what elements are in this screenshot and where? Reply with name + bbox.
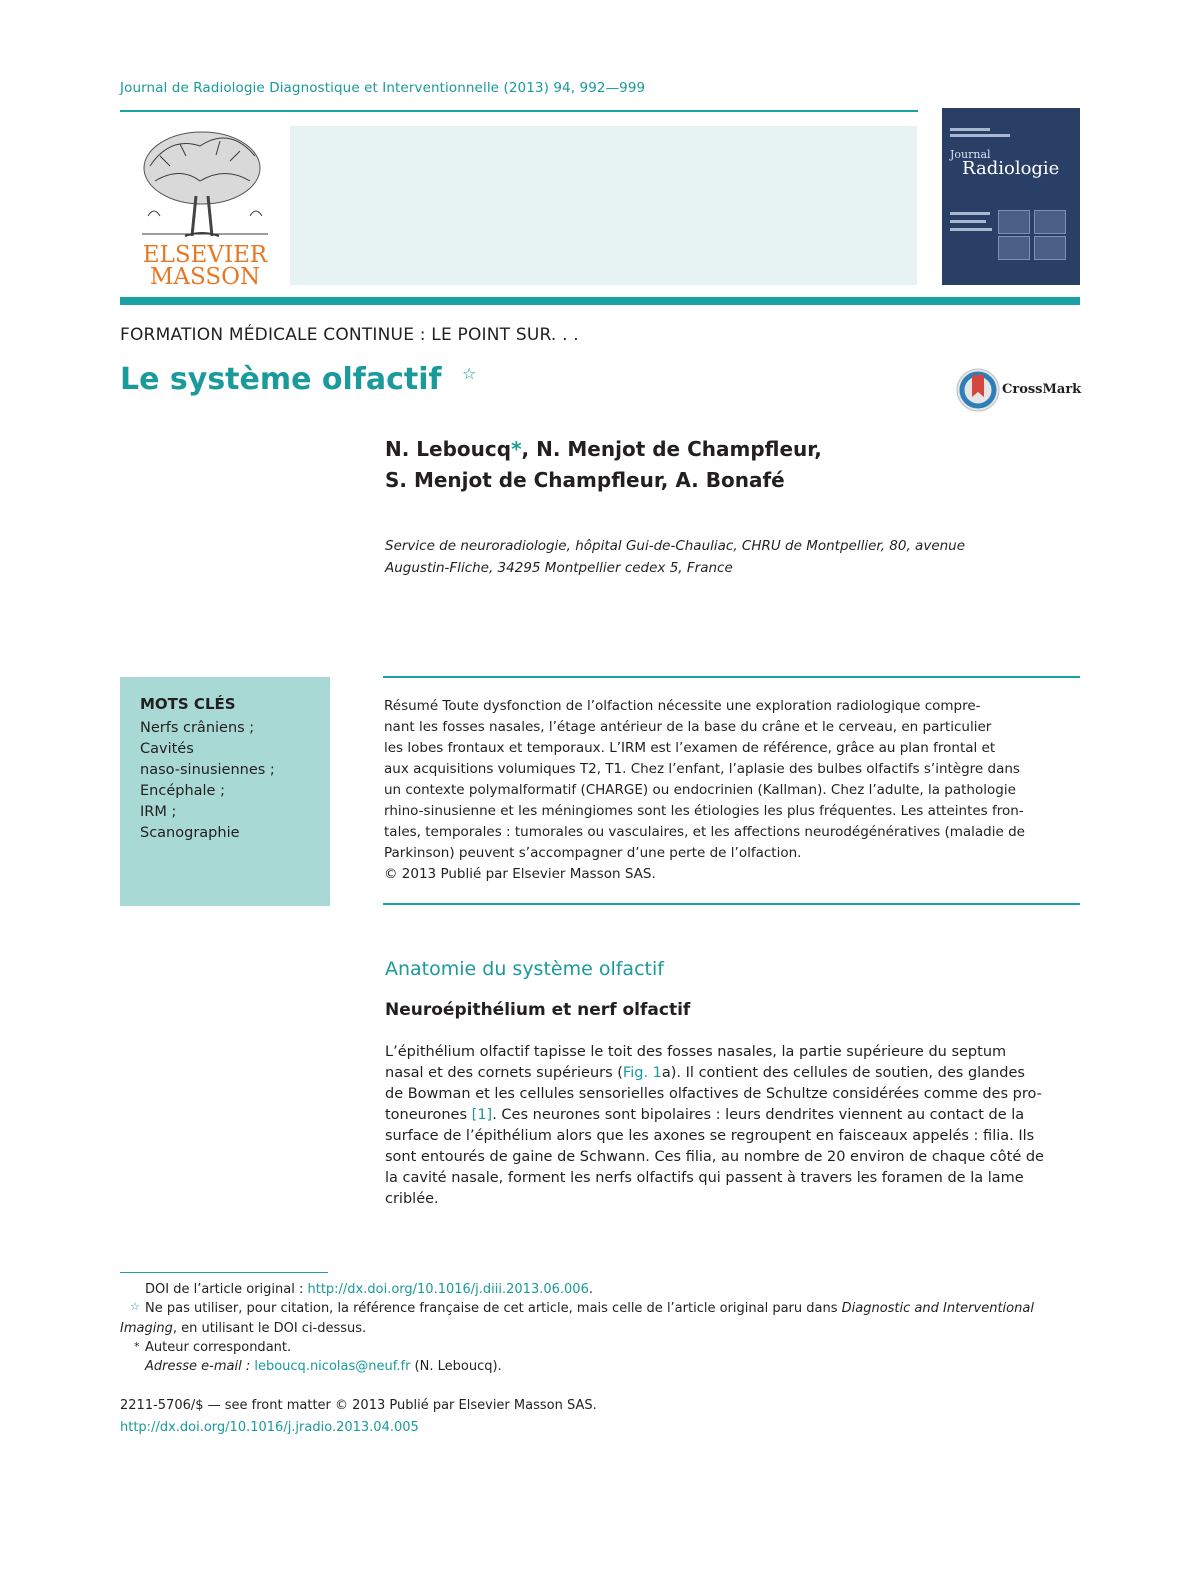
footnote-citation-cont	[120, 1321, 366, 1336]
publisher-name-line2: MASSON	[149, 264, 261, 288]
figure-link[interactable]: Fig. 1	[622, 1065, 662, 1081]
crossmark-label[interactable]: CrossMark	[1002, 382, 1082, 397]
footnote-doi	[145, 1282, 593, 1297]
abstract-top-rule	[383, 676, 1080, 678]
footnote-text: DOI de l’article original :	[145, 1282, 308, 1297]
cover-image	[1034, 236, 1066, 260]
cover-image	[1034, 210, 1066, 234]
author-names: , N. Menjot de Champfleur,	[521, 437, 822, 461]
article-doi-link[interactable]: http://dx.doi.org/10.1016/j.jradio.2013.04.005	[120, 1420, 419, 1435]
body-text: a). Il contient des cellules de soutien, des glandes	[661, 1065, 1025, 1081]
section-heading: Anatomie du système olfactif	[385, 958, 664, 980]
cover-text-line	[950, 128, 990, 131]
cover-text-line	[950, 134, 1010, 137]
keyword-item: Scanographie	[140, 825, 240, 841]
abstract-copyright: © 2013 Publié par Elsevier Masson SAS.	[384, 866, 656, 882]
cover-text-line	[950, 228, 992, 231]
header-divider	[120, 297, 1080, 305]
abstract-line: aux acquisitions volumiques T2, T1. Chez l’enfant, l’aplasie des bulbes olfactifs s’intègre dans	[384, 761, 1020, 777]
keyword-item: IRM ;	[140, 804, 177, 820]
footnote-text: Ne pas utiliser, pour citation, la référence française de cet article, mais celle de l’article original paru dans	[145, 1301, 842, 1316]
footnote-email-label: Adresse e-mail :	[145, 1359, 255, 1374]
body-line: criblée.	[385, 1191, 439, 1207]
body-line: sont entourés de gaine de Schwann. Ces filia, au nombre de 20 environ de chaque côté de	[385, 1149, 1044, 1165]
footnote-rule	[120, 1272, 328, 1273]
footnote-asterisk: *	[134, 1340, 140, 1353]
cover-image	[998, 236, 1030, 260]
reference-link[interactable]: [1]	[471, 1107, 493, 1123]
body-line: la cavité nasale, forment les nerfs olfactifs qui passent à travers les foramen de la lame	[385, 1170, 1024, 1186]
authors-line-2: S. Menjot de Champfleur, A. Bonafé	[385, 468, 785, 492]
affiliation-line-1: Service de neuroradiologie, hôpital Gui-de-Chauliac, CHRU de Montpellier, 80, avenue	[385, 538, 966, 554]
publisher-logo	[130, 126, 280, 288]
abstract-bottom-rule	[383, 903, 1080, 905]
corresponding-author-mark[interactable]: *	[511, 437, 522, 461]
abstract-line: un contexte polymalformatif (CHARGE) ou endocrinien (Kallman). Chez l’adulte, la pathologie	[384, 782, 1016, 798]
authors-line-1	[385, 437, 822, 461]
footnote-text: .	[588, 1282, 593, 1297]
abstract-line: nant les fosses nasales, l’étage antérieur de la base du crâne et le cerveau, en particulier	[384, 719, 992, 735]
cover-image	[998, 210, 1030, 234]
journal-cover	[942, 108, 1080, 285]
author-name: N. Leboucq	[385, 437, 512, 461]
footnote-journal: Diagnostic and Interventional	[841, 1301, 1034, 1316]
keyword-item: naso-sinusiennes ;	[140, 762, 275, 778]
email-link[interactable]: leboucq.nicolas@neuf.fr	[254, 1359, 411, 1374]
body-line: L’épithélium olfactif tapisse le toit des fosses nasales, la partie supérieure du septum	[385, 1044, 1007, 1060]
cover-text-line	[950, 220, 986, 223]
footnote-text: , en utilisant le DOI ci-dessus.	[172, 1321, 367, 1336]
article-title: Le système olfactif	[120, 362, 442, 397]
keyword-item: Nerfs crâniens ;	[140, 720, 255, 736]
abstract-line: Parkinson) peuvent s’accompagner d’une perte de l’olfaction.	[384, 845, 802, 861]
abstract-line: Résumé Toute dysfonction de l’olfaction nécessite une exploration radiologique compre-	[384, 698, 981, 714]
body-line: de Bowman et les cellules sensorielles olfactives de Schultze considérées comme des pro-	[385, 1086, 1042, 1102]
top-rule	[120, 110, 918, 112]
body-line: surface de l’épithélium alors que les axones se regroupent en faisceaux appelés : filia. Ils	[385, 1128, 1035, 1144]
elsevier-tree-icon	[130, 126, 280, 288]
affiliation-line-2: Augustin-Fliche, 34295 Montpellier cedex 5, France	[385, 560, 733, 576]
subsection-heading: Neuroépithélium et nerf olfactif	[385, 1000, 691, 1020]
footnote-citation	[145, 1301, 1034, 1316]
body-text: toneurones	[385, 1107, 472, 1123]
footnote-star-mark: ☆	[130, 1300, 140, 1313]
cover-text-line	[950, 212, 990, 215]
abstract-line: rhino-sinusienne et les méningiomes sont les étiologies les plus fréquentes. Les atteintes fron-	[384, 803, 1024, 819]
abstract-line: les lobes frontaux et temporaux. L’IRM est l’examen de référence, grâce au plan frontal et	[384, 740, 996, 756]
cover-title-large: Radiologie	[962, 158, 1060, 179]
keywords-box	[120, 677, 330, 906]
body-line	[385, 1107, 1024, 1123]
cover-title-small: Journal	[950, 148, 991, 161]
section-label: FORMATION MÉDICALE CONTINUE : LE POINT SUR. . .	[120, 325, 579, 345]
banner-box	[290, 126, 917, 285]
keyword-item: Encéphale ;	[140, 783, 225, 799]
keywords-heading: MOTS CLÉS	[140, 695, 236, 713]
footnote-journal: Imaging	[120, 1321, 173, 1336]
publisher-name-line1: ELSEVIER	[142, 242, 268, 268]
body-text: . Ces neurones sont bipolaires : leurs dendrites viennent au contact de la	[492, 1107, 1025, 1123]
original-doi-link[interactable]: http://dx.doi.org/10.1016/j.diii.2013.06.006	[307, 1282, 589, 1297]
footnote-text: (N. Leboucq).	[410, 1359, 502, 1374]
footnote-corresponding: Auteur correspondant.	[145, 1340, 292, 1355]
issn-line: 2211-5706/$ — see front matter © 2013 Publié par Elsevier Masson SAS.	[120, 1398, 597, 1413]
abstract-line: tales, temporales : tumorales ou vasculaires, et les affections neurodégénératives (maladie de	[384, 824, 1025, 840]
title-footnote-mark[interactable]: ☆	[462, 364, 477, 383]
body-line	[385, 1065, 1025, 1081]
footnote-email	[145, 1359, 502, 1374]
body-text: nasal et des cornets supérieurs (	[385, 1065, 623, 1081]
keyword-item: Cavités	[140, 741, 194, 757]
crossmark-icon	[955, 367, 1001, 413]
journal-reference: Journal de Radiologie Diagnostique et Interventionnelle (2013) 94, 992—999	[120, 80, 646, 96]
